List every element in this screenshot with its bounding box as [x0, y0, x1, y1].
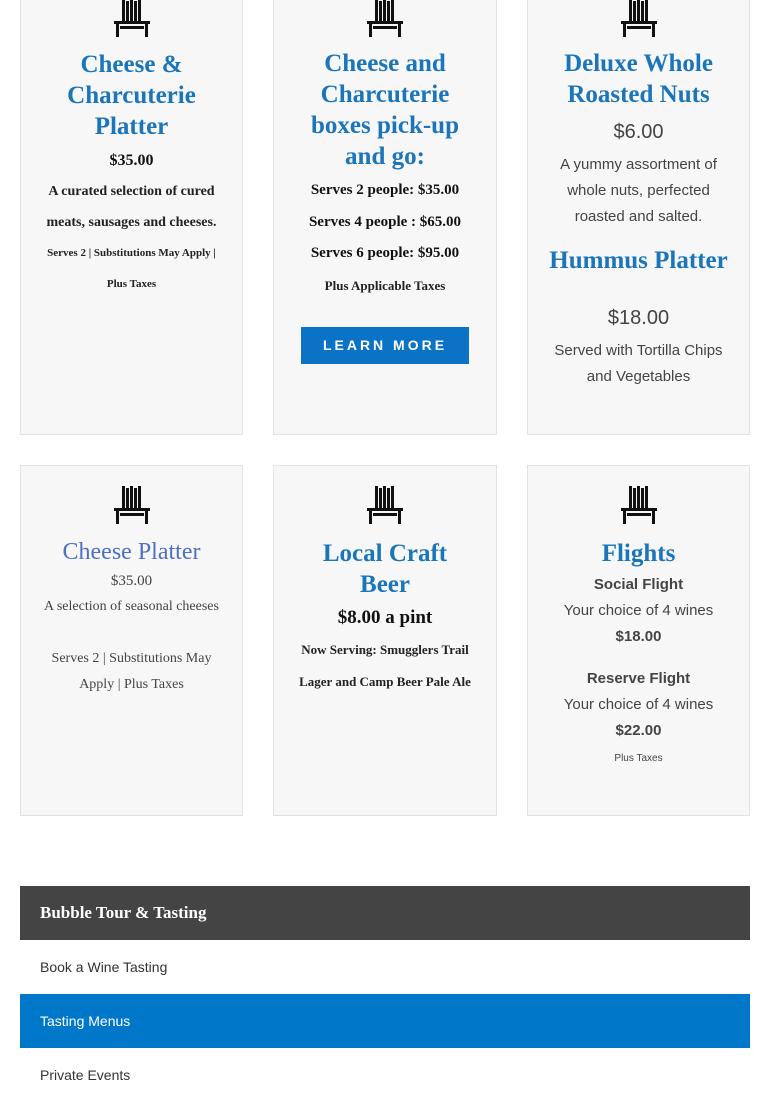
serves-6: Serves 6 people: $95.00: [310, 245, 460, 261]
card-title: Cheese & Charcuterie Platter: [67, 51, 196, 140]
card-note: Serves 2 | Substitutions May Apply | Plus Taxes: [47, 247, 216, 290]
side-navigation: [20, 886, 750, 1102]
menu-card-nuts-hummus: [527, 0, 750, 435]
social-flight-price: $18.00: [615, 628, 662, 645]
nav-header[interactable]: Bubble Tour & Tasting: [20, 886, 750, 940]
card-description: A curated selection of cured meats, sausages and cheeses.: [46, 184, 217, 230]
card-title: Local Craft Beer: [322, 540, 448, 598]
card-description: A selection of seasonal cheeses: [44, 599, 219, 614]
card-description: A yummy assortment of whole nuts, perfected roasted and salted.: [560, 156, 717, 225]
learn-more-button[interactable]: LEARN MORE: [301, 327, 469, 364]
reserve-flight-price: $22.00: [615, 722, 662, 739]
adirondack-chair-icon: [112, 0, 152, 37]
card-price: $35.00: [109, 152, 154, 169]
adirondack-chair-icon: [619, 0, 659, 37]
card-title: Cheese Platter: [62, 539, 201, 565]
adirondack-chair-icon: [365, 0, 405, 37]
card-description: Now Serving: Smugglers Trail Lager and Camp Beer Pale Ale: [299, 642, 471, 689]
nav-item-private-events[interactable]: Private Events: [20, 1048, 750, 1102]
card-note: Serves 2 | Substitutions May Apply | Plus Taxes: [51, 651, 212, 692]
menu-card-flights: [527, 465, 750, 816]
reserve-flight-desc: Your choice of 4 wines: [563, 696, 714, 713]
card-price: $35.00: [110, 573, 153, 589]
social-flight-desc: Your choice of 4 wines: [563, 602, 714, 619]
card-description-2: Served with Tortilla Chips and Vegetables: [554, 342, 723, 385]
card-price: $8.00 a pint: [337, 607, 433, 628]
taxes-note: Plus Applicable Taxes: [324, 277, 446, 293]
nav-item-book-wine-tasting[interactable]: Book a Wine Tasting: [20, 940, 750, 994]
adirondack-chair-icon: [619, 486, 659, 524]
adirondack-chair-icon: [112, 486, 152, 524]
reserve-flight-name: Reserve Flight: [586, 670, 691, 687]
social-flight-name: Social Flight: [593, 576, 684, 593]
nav-item-tasting-menus[interactable]: Tasting Menus: [20, 994, 750, 1048]
menu-card-craft-beer: [273, 465, 497, 816]
taxes-note: Plus Taxes: [614, 753, 663, 764]
card-price: $6.00: [613, 121, 664, 143]
card-title: Cheese and Charcuterie boxes pick-up and go:: [311, 50, 459, 170]
card-title-2: Hummus Platter: [549, 247, 728, 274]
serves-4: Serves 4 people : $65.00: [308, 213, 462, 230]
menu-card-cheese-charcuterie: [20, 0, 243, 435]
menu-card-charcuterie-boxes: [273, 0, 497, 435]
card-price-2: $18.00: [607, 307, 670, 329]
menu-card-cheese-platter: [20, 465, 243, 816]
card-title: Flights: [601, 540, 676, 567]
serves-2: Serves 2 people: $35.00: [310, 182, 460, 198]
card-title: Deluxe Whole Roasted Nuts: [564, 50, 713, 108]
adirondack-chair-icon: [365, 486, 405, 524]
